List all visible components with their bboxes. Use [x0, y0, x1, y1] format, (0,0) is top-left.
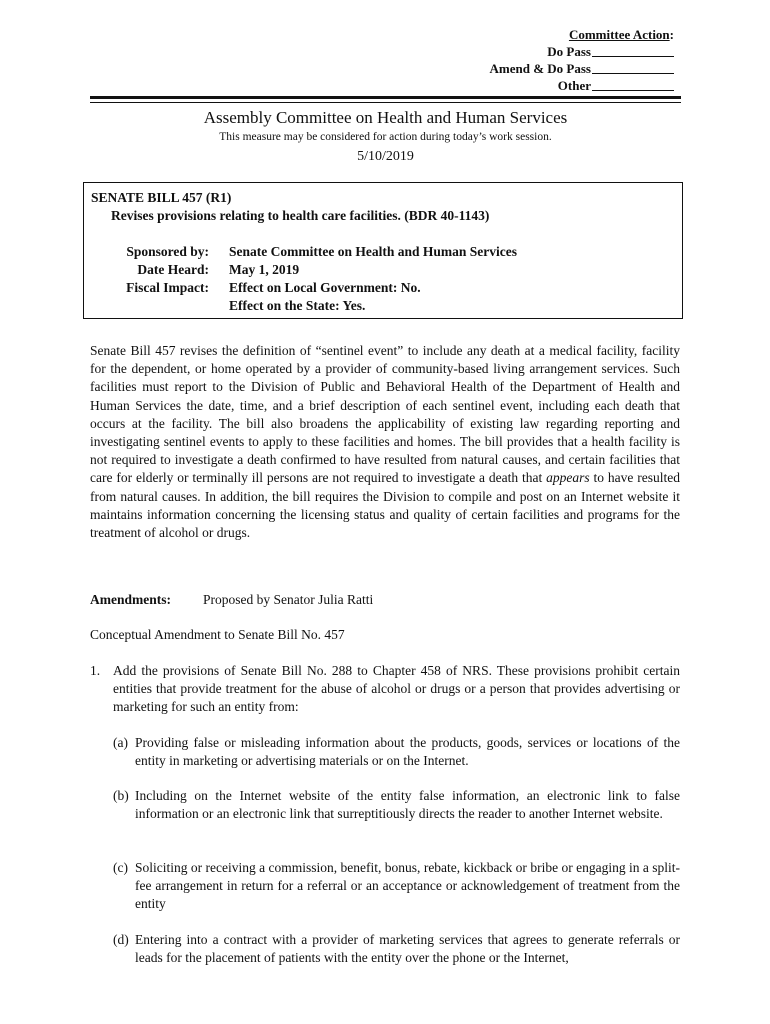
work-session-date: 5/10/2019: [357, 149, 414, 164]
fiscal-state-row: [84, 298, 682, 316]
header-rule-thick: [90, 96, 681, 99]
bill-number: SENATE BILL 457 (R1): [91, 190, 232, 205]
subitem-text: Providing false or misleading information about the products, goods, services or locations of the entity in marketing or advertising materials or on the Internet.: [135, 735, 680, 769]
bill-summary: Revises provisions relating to health care facilities. (BDR 40-1143): [111, 208, 490, 223]
measure-note: This measure may be considered for action during today’s work session.: [219, 131, 552, 143]
fiscal-state-value: Effect on the State: Yes.: [229, 298, 366, 313]
sponsored-by-row: [84, 244, 682, 262]
other-line: Other: [490, 77, 674, 94]
subitem-letter: (a): [113, 735, 128, 750]
subitem-text: Entering into a contract with a provider of marketing services that agrees to generate referrals or leads for the placement of patients with the entity over the phone or the Internet,: [135, 932, 680, 966]
sponsored-by-value: Senate Committee on Health and Human Services: [229, 244, 517, 259]
amendment-subitem-c: [113, 859, 680, 914]
emphasized-word: appears: [546, 470, 590, 486]
amendment-subitem-a: [113, 734, 680, 770]
bill-description: Senate Bill 457 revises the definition of “sentinel event” to include any death at a medical facility, facility for the dependent, or home operated by a provider of community-based living arrangement services. Such facilities must report to the Division of Public and Behavioral Health of the Department of Health and Human Services the date, time, and a brief description of each sentinel event, including each death that occurs at the facility. The bill also broadens the applicability of existing law regarding reporting and investigating sentinel events to apply to these facilities and homes. The bill provides that a health facility is not required to investigate a death confirmed to have resulted from natural causes, and certain facilities that care for elderly or terminally ill persons are not required to investigate a death that appears to have resulted from natural causes. In addition, the bill requires the Division to compile and post on an Internet website it maintains information concerning the licensing status and quality of certain facilities and programs for the treatment of alcohol or drugs.: [90, 343, 680, 541]
date-heard-row: [84, 262, 682, 280]
date-heard-value: May 1, 2019: [229, 262, 300, 277]
other-blank: [592, 78, 674, 91]
do-pass-line: Do Pass: [490, 43, 674, 60]
committee-action-title: Committee Action: [568, 27, 670, 42]
subitem-letter: (b): [113, 788, 129, 803]
amendments-label: Amendments:: [90, 592, 171, 607]
fiscal-impact-label: Fiscal Impact:: [126, 280, 209, 295]
header-rule-thin: [90, 102, 681, 103]
sponsored-by-label: Sponsored by:: [126, 244, 209, 259]
amendment-subitem-d: [113, 931, 680, 967]
bill-meta: [84, 244, 682, 316]
item-text: Add the provisions of Senate Bill No. 288 to Chapter 458 of NRS. These provisions prohibit certain entities that provide treatment for the abuse of alcohol or drugs or a person that provides advertising or marketing for such an entity from:: [113, 663, 680, 715]
amendments-value: Proposed by Senator Julia Ratti: [203, 592, 374, 607]
subitem-text: Including on the Internet website of the entity false information, an electronic link to false information or an electronic link that surreptitiously directs the reader to another Internet website.: [135, 788, 680, 822]
date-heard-label: Date Heard:: [137, 262, 209, 277]
fiscal-local-value: Effect on Local Government: No.: [229, 280, 421, 295]
subitem-letter: (d): [113, 932, 129, 947]
subitem-text: Soliciting or receiving a commission, benefit, bonus, rebate, kickback or bribe or engaging in a split-fee arrangement in return for a referral or an acceptance or acknowledgement of treatment from the entity: [135, 860, 680, 912]
committee-title: Assembly Committee on Health and Human Services: [203, 108, 568, 127]
subitem-letter: (c): [113, 860, 128, 875]
amendment-item-1: [90, 662, 680, 717]
item-number: 1.: [90, 663, 101, 678]
amend-do-pass-blank: [592, 61, 674, 74]
amendments-line: [90, 592, 373, 608]
conceptual-amendment-title: Conceptual Amendment to Senate Bill No. 457: [90, 627, 345, 642]
bill-summary-box: [83, 182, 683, 319]
do-pass-blank: [592, 44, 674, 57]
amendment-subitem-b: [113, 787, 680, 823]
amend-do-pass-line: Amend & Do Pass: [490, 60, 674, 77]
fiscal-impact-row: [84, 280, 682, 298]
committee-action-block: Committee Action: Do Pass Amend & Do Pass Other: [489, 27, 674, 93]
